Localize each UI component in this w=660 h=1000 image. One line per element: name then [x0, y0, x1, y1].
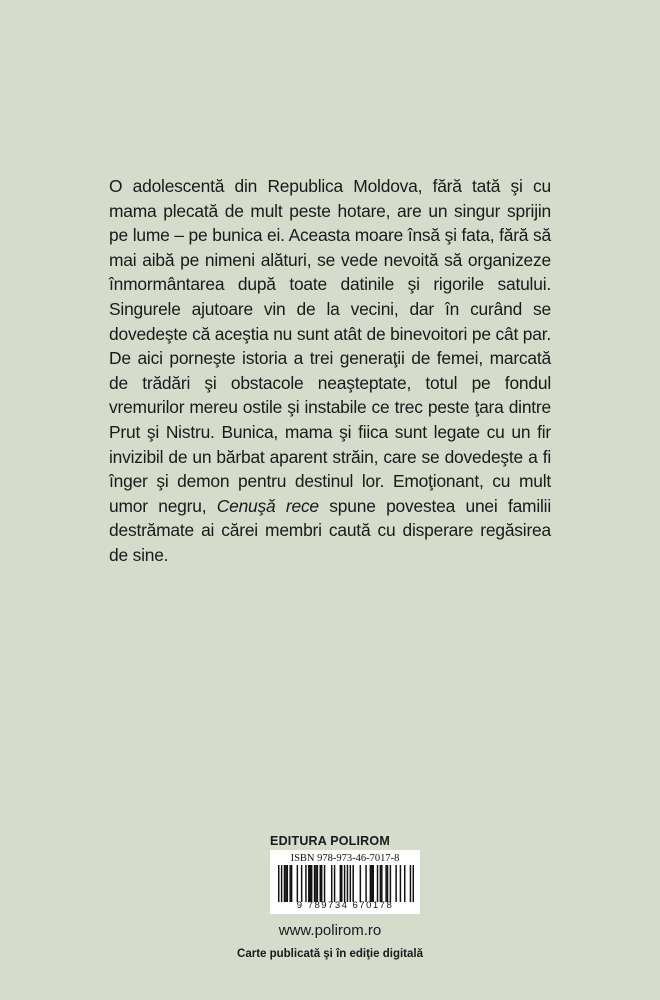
- barcode-bar: [340, 865, 341, 902]
- barcode-bar: [315, 865, 316, 902]
- barcode-bar: [371, 865, 372, 902]
- barcode-bar: [344, 865, 345, 902]
- barcode-bar: [370, 865, 371, 902]
- barcode-bar: [413, 865, 414, 902]
- barcode-bar: [320, 865, 321, 902]
- barcode-bar: [317, 865, 318, 902]
- barcode-bar: [301, 865, 302, 902]
- barcode-bar: [324, 865, 325, 902]
- blurb-paragraph: [109, 174, 551, 568]
- barcode-bar: [372, 865, 373, 902]
- barcode-bar: [314, 865, 315, 902]
- barcode-bar: [278, 865, 279, 902]
- barcode-bar: [341, 865, 342, 902]
- blurb-text-end: spune povestea unei familii destrămate ai cărei membri caută cu disperare regăsirea de sine.: [109, 495, 551, 565]
- barcode-bar: [350, 865, 351, 902]
- barcode-bar: [377, 865, 378, 902]
- barcode-bar: [380, 865, 381, 902]
- barcode-bar: [410, 865, 411, 902]
- barcode-box: [270, 850, 420, 914]
- publisher-website[interactable]: www.polirom.ro: [278, 922, 382, 939]
- barcode-bar: [390, 865, 391, 902]
- barcode-bar: [400, 865, 401, 902]
- barcode-bar: [297, 865, 298, 902]
- barcode-bar: [287, 865, 288, 902]
- barcode-digits: 9 789734 670178: [296, 900, 394, 911]
- barcode-bar: [404, 865, 405, 902]
- barcode-bar: [385, 865, 386, 902]
- barcode-bar: [291, 865, 292, 902]
- barcode-bar: [360, 865, 361, 902]
- barcode-bar: [308, 865, 309, 902]
- barcode-bars: [278, 865, 414, 902]
- barcode-bar: [365, 865, 366, 902]
- blurb-text: O adolescentă din Republica Moldova, fără tată şi cu mama plecată de mult peste hotare, are un singur sprijin pe lume – pe bunica ei. Aceasta moare însă şi fata, fără să mai aibă pe nimeni alături, se vede nevoită să organizeze înmormântarea după toate datinile şi rigorile satului. Singurele ajutoare vin de la vecini, dar în curând se dovedeşte că aceştia nu sunt atât de binevoitori pe cât par. De aici porneşte istoria a trei generaţii de femei, marcată de trădări şi obstacole neaşteptate, totul pe fondul vremurilor mereu ostile şi instabile ce trec peste ţara dintre Prut şi Nistru. Bunica, mama şi fiica sunt legate cu un fir invizibil de un bărbat aparent străin, care se dovedeşte a fi înger şi demon pentru destinul lor. Emoţionant, cu mult umor negru,: [109, 176, 551, 516]
- barcode-bar: [334, 865, 335, 902]
- barcode-bar: [311, 865, 312, 902]
- isbn-label: ISBN 978-973-46-7017-8: [290, 853, 400, 864]
- barcode-bar: [281, 865, 282, 902]
- barcode-bar: [347, 865, 348, 902]
- barcode-bar: [387, 865, 388, 902]
- book-title-italic: Cenuşă rece: [216, 495, 319, 516]
- barcode-bar: [305, 865, 306, 902]
- barcode-bar: [285, 865, 286, 902]
- digital-edition-note: Carte publicată şi în ediţie digitală: [237, 948, 423, 960]
- barcode-bar: [289, 865, 290, 902]
- barcode-bar: [395, 865, 396, 902]
- publisher-name: EDITURA POLIROM: [270, 834, 390, 848]
- back-cover-blurb: [109, 174, 551, 568]
- barcode-bar: [381, 865, 382, 902]
- barcode-bar: [284, 865, 285, 902]
- barcode-bar: [321, 865, 322, 902]
- barcode-bar: [309, 865, 310, 902]
- barcode-bar: [331, 865, 332, 902]
- barcode-bar: [352, 865, 353, 902]
